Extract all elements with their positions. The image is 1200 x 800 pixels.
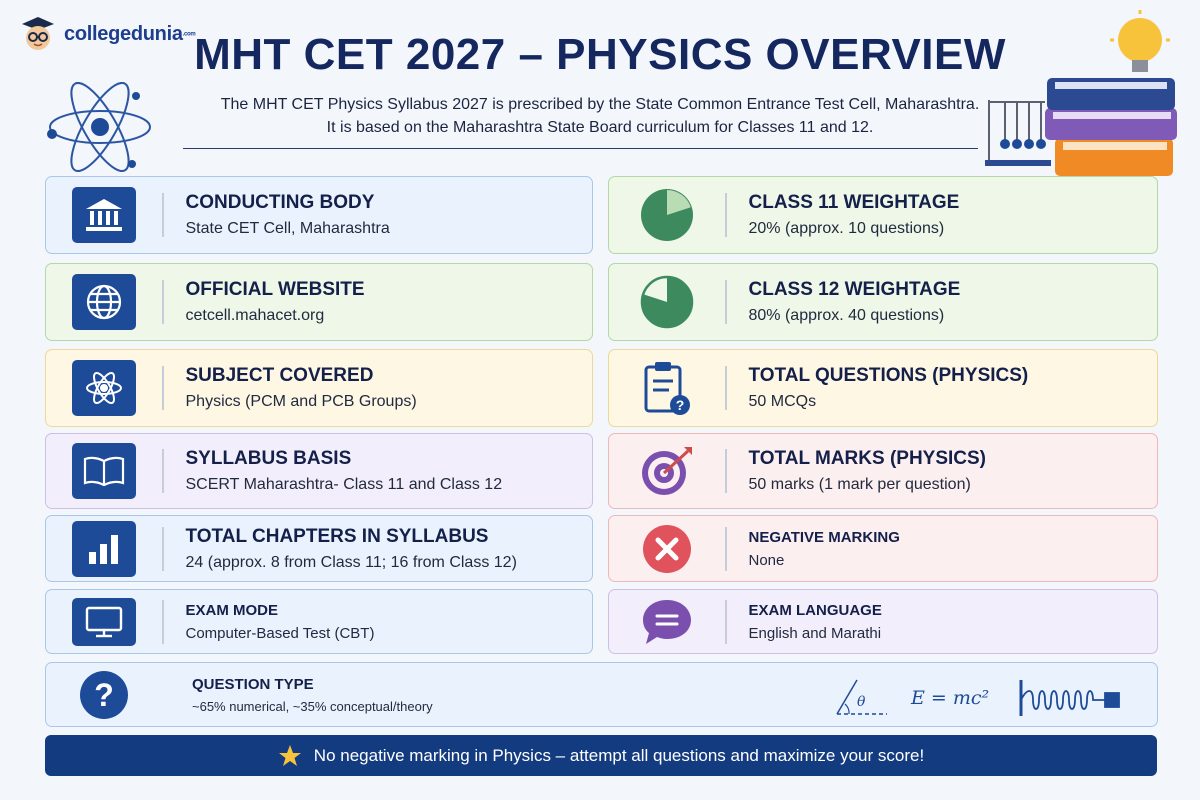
banner-text: No negative marking in Physics – attempt all questions and maximize your score! bbox=[313, 745, 925, 765]
header-divider bbox=[183, 148, 978, 149]
card-total-chapters bbox=[45, 515, 593, 582]
card-value: State CET Cell, Maharashtra bbox=[185, 220, 390, 237]
card-official-website bbox=[45, 263, 593, 341]
page-title: MHT CET 2027 – PHYSICS OVERVIEW bbox=[194, 30, 1006, 79]
brand-name: collegedunia.com bbox=[64, 22, 196, 45]
card-label: OFFICIAL WEBSITE bbox=[185, 279, 365, 300]
card-value: ~65% numerical, ~35% conceptual/theory bbox=[192, 698, 433, 714]
card-syllabus-basis bbox=[45, 433, 593, 509]
svg-text:?: ? bbox=[675, 397, 685, 413]
question-icon bbox=[78, 669, 130, 721]
card-value: Physics (PCM and PCB Groups) bbox=[185, 393, 417, 410]
card-label: QUESTION TYPE bbox=[192, 675, 314, 693]
card-class11-weightage bbox=[608, 176, 1158, 254]
target-icon bbox=[638, 443, 696, 499]
card-label: TOTAL QUESTIONS (PHYSICS) bbox=[748, 365, 1029, 386]
card-value: None bbox=[748, 551, 785, 569]
card-negative-marking bbox=[608, 515, 1158, 582]
globe-icon bbox=[72, 274, 136, 330]
star-icon bbox=[278, 744, 302, 768]
card-label: TOTAL MARKS (PHYSICS) bbox=[748, 448, 987, 469]
card-label: SYLLABUS BASIS bbox=[185, 448, 352, 469]
physics-formulas-illustration bbox=[835, 672, 1135, 722]
bar-chart-icon bbox=[72, 521, 136, 577]
card-value: 20% (approx. 10 questions) bbox=[748, 220, 945, 237]
spring-mass-icon bbox=[1021, 680, 1119, 716]
card-value: 50 marks (1 mark per question) bbox=[748, 476, 971, 493]
subtitle-line-2: It is based on the Maharashtra State Board curriculum for Classes 11 and 12. bbox=[326, 119, 874, 136]
card-label: EXAM MODE bbox=[185, 601, 279, 619]
monitor-icon bbox=[72, 598, 136, 646]
card-value: 50 MCQs bbox=[748, 393, 817, 410]
card-value: English and Marathi bbox=[748, 624, 882, 642]
svg-text:?: ? bbox=[94, 676, 114, 713]
card-label: TOTAL CHAPTERS IN SYLLABUS bbox=[185, 525, 489, 547]
card-class12-weightage bbox=[608, 263, 1158, 341]
card-conducting-body bbox=[45, 176, 593, 254]
card-exam-mode bbox=[45, 589, 593, 654]
footer-banner bbox=[45, 735, 1157, 776]
card-value: 24 (approx. 8 from Class 11; 16 from Class 12) bbox=[185, 553, 517, 571]
atom-icon bbox=[72, 360, 136, 416]
books-lightbulb-illustration-icon bbox=[985, 10, 1185, 185]
speech-bubble-icon bbox=[640, 597, 694, 647]
card-label: SUBJECT COVERED bbox=[185, 365, 374, 386]
clipboard-question-icon bbox=[642, 359, 692, 417]
pie-chart-icon bbox=[638, 273, 696, 331]
incline-angle-icon bbox=[837, 680, 887, 714]
svg-text:θ: θ bbox=[857, 694, 866, 710]
page-subtitle bbox=[200, 93, 1000, 139]
card-label: EXAM LANGUAGE bbox=[748, 601, 882, 619]
card-subject-covered bbox=[45, 349, 593, 427]
card-total-marks bbox=[608, 433, 1158, 509]
card-label: CONDUCTING BODY bbox=[185, 192, 375, 213]
cross-icon bbox=[641, 523, 693, 575]
card-label: NEGATIVE MARKING bbox=[748, 528, 900, 546]
book-icon bbox=[72, 443, 136, 499]
card-exam-language bbox=[608, 589, 1158, 654]
energy-formula: E = mc² bbox=[911, 687, 990, 709]
card-value: 80% (approx. 40 questions) bbox=[748, 307, 945, 324]
card-value: SCERT Maharashtra- Class 11 and Class 12 bbox=[185, 476, 503, 493]
card-total-questions bbox=[608, 349, 1158, 427]
pie-chart-icon bbox=[638, 186, 696, 244]
card-label: CLASS 12 WEIGHTAGE bbox=[748, 279, 961, 300]
card-value[interactable]: cetcell.mahacet.org bbox=[185, 307, 325, 324]
card-label: CLASS 11 WEIGHTAGE bbox=[748, 192, 960, 213]
card-value: Computer-Based Test (CBT) bbox=[185, 624, 375, 642]
subtitle-line-1: The MHT CET Physics Syllabus 2027 is prescribed by the State Common Entrance Test Cell, Maharashtra. bbox=[220, 96, 980, 113]
atom-illustration-icon bbox=[40, 82, 158, 172]
building-icon bbox=[72, 187, 136, 243]
